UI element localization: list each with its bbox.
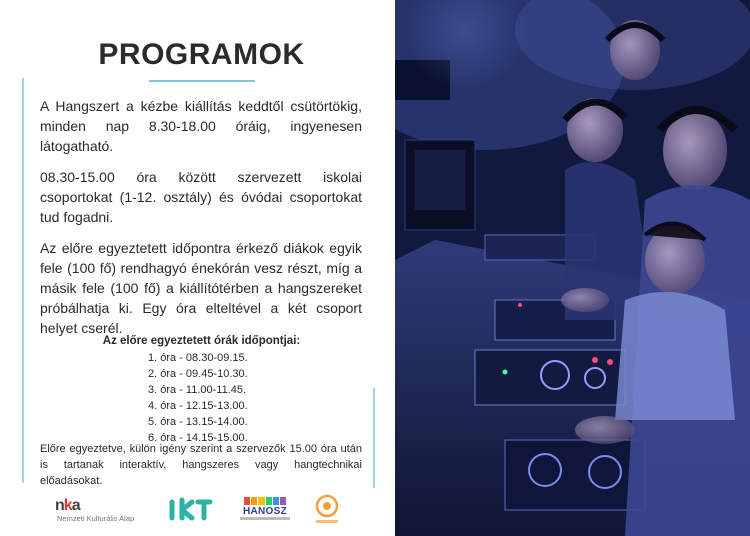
schedule-item: 6. óra - 14.15-15.00. bbox=[148, 432, 248, 444]
schedule-item: 1. óra - 08.30-09.15. bbox=[148, 352, 248, 364]
hanosz-logo-underline bbox=[240, 517, 290, 520]
schedule-title: Az előre egyeztetett órák időpontjai: bbox=[102, 335, 301, 347]
right-accent-line bbox=[373, 388, 375, 488]
dj-workshop-photo bbox=[395, 0, 750, 536]
photo-illustration bbox=[395, 0, 750, 536]
schedule-item: 5. óra - 13.15-14.00. bbox=[148, 416, 248, 428]
nka-logo-subtitle: Nemzeti Kulturális Alap bbox=[57, 514, 135, 523]
hangkozlekedo-logo-icon bbox=[310, 492, 344, 526]
title-underline bbox=[149, 80, 255, 82]
hangkozlekedo-logo bbox=[310, 492, 344, 526]
ikt-logo-icon bbox=[166, 496, 214, 524]
hanosz-color-bars bbox=[244, 497, 286, 505]
schedule-list bbox=[148, 350, 248, 446]
schedule-item: 2. óra - 09.45-10.30. bbox=[148, 368, 248, 380]
hanosz-logo bbox=[240, 497, 290, 525]
nka-logo bbox=[55, 497, 150, 527]
left-accent-line bbox=[22, 78, 24, 483]
ikt-logo bbox=[166, 496, 214, 524]
schedule-item: 4. óra - 12.15-13.00. bbox=[148, 400, 248, 412]
program-paragraph: Az előre egyeztetett időpontra érkező diákok egyik fele (100 fő) rendhagyó énekórán vesz részt, míg a másik fele (100 fő) a kiállítótérben a hangszereket próbálhatja ki. Egy óra elteltével a két csoport helyet cserél. bbox=[40, 240, 362, 336]
hanosz-logo-text: HANOSZ bbox=[242, 506, 288, 517]
nka-logo-mark: nka bbox=[55, 497, 80, 514]
page-title: PROGRAMOK bbox=[98, 38, 305, 71]
footer-paragraph: Előre egyeztetve, külön igény szerint a szervezők 15.00 óra után is tartanak interaktív, hangszeres vagy hangtechnikai előadásokat. bbox=[40, 443, 362, 487]
groups-paragraph: 08.30-15.00 óra között szervezett iskolai csoportokat (1-12. osztály) és óvódai csoportokat tud fogadni. bbox=[40, 169, 362, 225]
schedule-item: 3. óra - 11.00-11.45. bbox=[148, 384, 247, 396]
intro-paragraph: A Hangszert a kézbe kiállítás keddtől csütörtökig, minden nap 8.30-18.00 óráig, ingyenesen látogatható. bbox=[40, 98, 362, 154]
